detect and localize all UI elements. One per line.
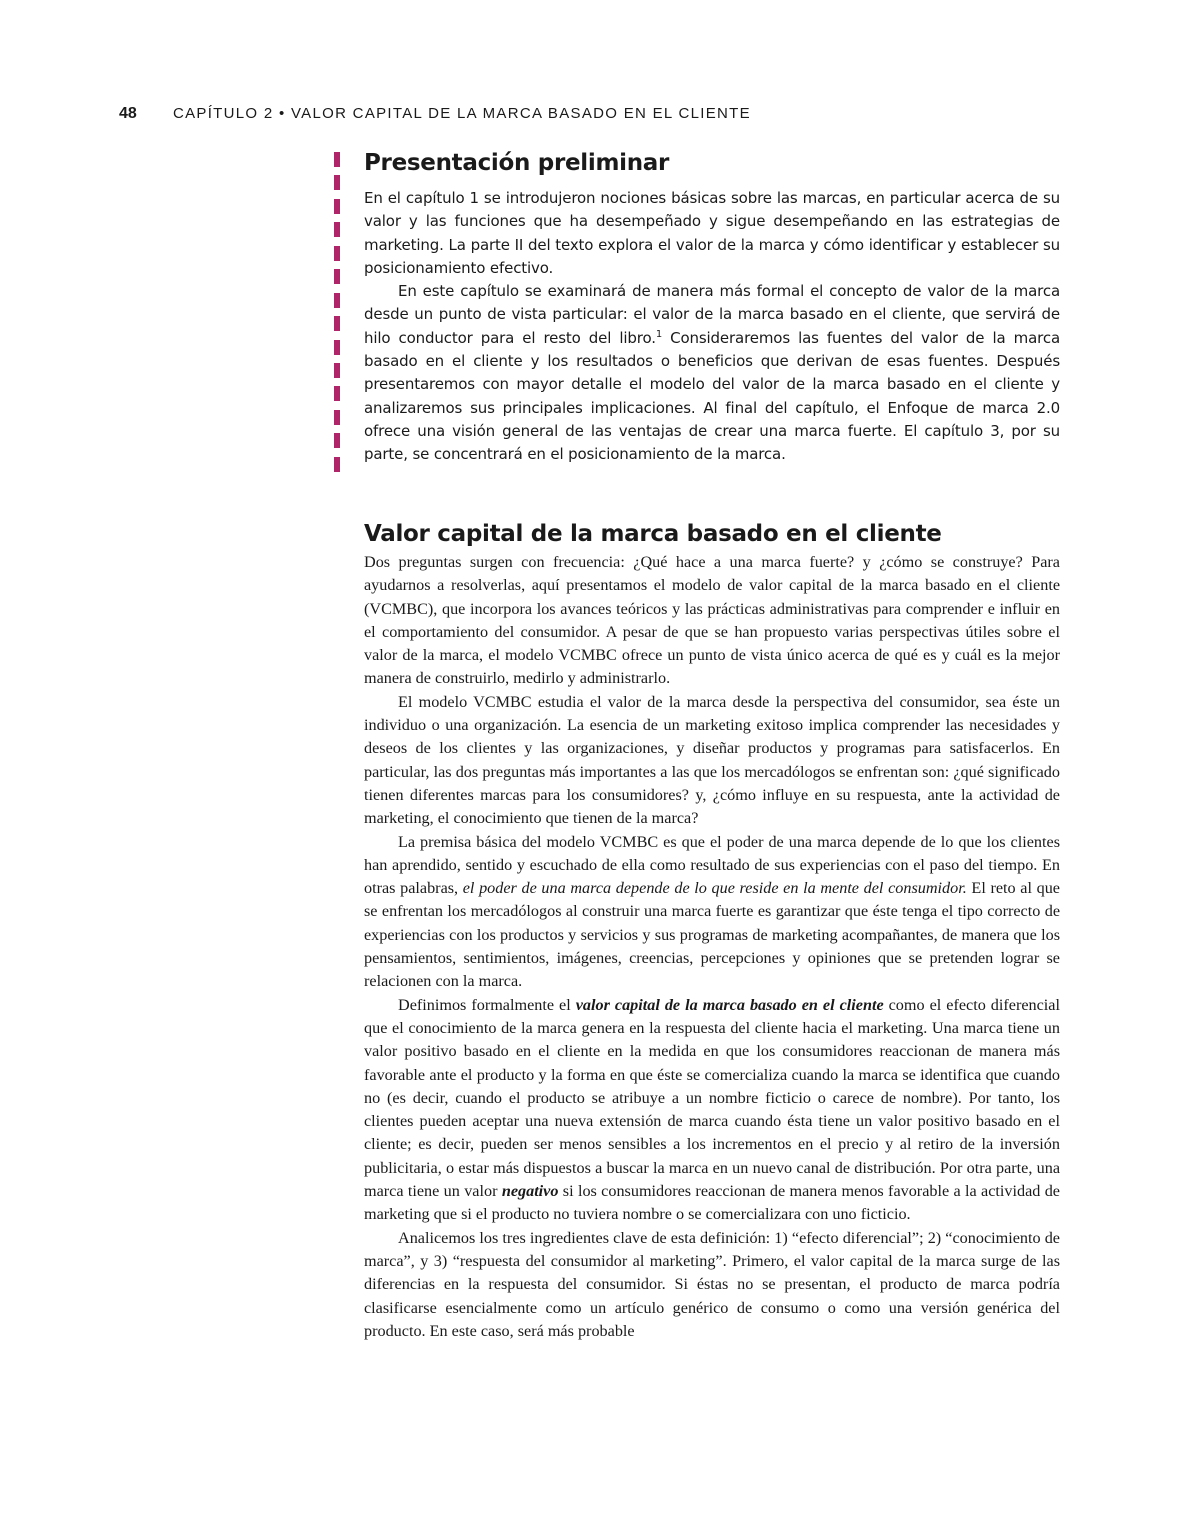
body-paragraph: Analicemos los tres ingredientes clave de esta definición: 1) “efecto diferencial”; 2) “conocimiento de marca”, y 3) “respuesta del consumidor al marketing”. Primero, el valor capital de la marca surge de las diferencias en la respuesta del consumidor. Si éstas no se presentan, el producto de marca podría clasificarse esencialmente como un artículo genérico de consumo o como una versión genérica del producto. En este caso, será más probable [364,1228,1060,1340]
page-number: 48 [119,105,137,122]
margin-bar [334,340,340,355]
body-text: si los consumidores reaccionan de manera menos favorable a la actividad de marketing que si el producto no tuviera nombre o se comercializara con uno ficticio. [364,1182,1060,1224]
body-paragraph: El modelo VCMBC estudia el valor de la marca desde la perspectiva del consumidor, sea éste un individuo o una organización. La esencia de un marketing exitoso implica comprender las necesidades y deseos de los clientes y las organizaciones, y diseñar productos y programas para satisfacerlos. En particular, las dos preguntas más importantes a las que los mercadólogos se enfrentan son: ¿qué significado tienen diferentes marcas para los consumidores? y, ¿cómo influye en su respuesta, ante la actividad de marketing, el conocimiento que tienen de la marca? [364,692,1060,828]
preview-margin-bars [334,152,341,480]
key-term: negativo [501,1182,559,1201]
preview-text: En este capítulo se examinará de manera más formal el concepto de valor de la marca desde un punto de vista particular: el valor de la marca basado en el cliente, que servirá de hilo conductor para el resto del libro. [364,282,1060,347]
margin-bar [334,246,340,261]
preview-text: Consideraremos las fuentes del valor de la marca basado en el cliente y los resultados o beneficios que derivan de esas fuentes. Después presentaremos con mayor detalle el modelo del valor de la marca basado en el cliente y analizaremos sus principales implicaciones. Al final del capítulo, el Enfoque de marca 2.0 ofrece una visión general de las ventajas de crear una marca fuerte. El capítulo 3, por su parte, se concentrará en el posicionamiento de la marca. [364,328,1060,464]
margin-bar [334,222,340,237]
body-text: La premisa básica del modelo VCMBC es que el poder de una marca depende de lo que los clientes han aprendido, sentido y escuchado de ella como resultado de sus experiencias con el paso del tiempo. En otras palabras, [364,832,1060,898]
margin-bar [334,316,340,331]
preview-title: Presentación preliminar [364,150,670,176]
margin-bar [334,199,340,214]
margin-bar [334,269,340,284]
body-paragraph [364,994,1060,1227]
preview-paragraph: En el capítulo 1 se introdujeron nociones básicas sobre las marcas, en particular acerca de su valor y las funciones que ha desempeñado y sigue desempeñando en las estrategias de marketing. La parte II del texto explora el valor de la marca y cómo identificar y establecer su posicionamiento efectivo. [364,189,1060,277]
margin-bar [334,152,340,167]
running-header [119,105,751,123]
emphasis-text: el poder de una marca depende de lo que reside en la mente del consumidor. [462,879,967,898]
preview-paragraph [364,280,1060,466]
margin-bar [334,457,340,472]
footnote-marker: 1 [655,328,663,340]
chapter-preview [364,150,1060,467]
body-text: Definimos formalmente el [398,995,576,1014]
body-text: El reto al que se enfrentan los mercadólogos al construir una marca fuerte es garantizar que éste tenga el tipo correcto de experiencias con los productos y servicios y sus programas de marketing acompañantes, de manera que los pensamientos, sentimientos, imágenes, creencias, percepciones y opiniones que se pretenden lograr se relacionen con la marca. [364,879,1060,991]
margin-bar [334,410,340,425]
body-paragraph [364,831,1060,994]
body-paragraph: Dos preguntas surgen con frecuencia: ¿Qué hace a una marca fuerte? y ¿cómo se construye? Para ayudarnos a resolverlas, aquí presentamos el modelo de valor capital de la marca basado en el cliente (VCMBC), que incorpora los avances teóricos y las prácticas administrativas para comprender e influir en el comportamiento del consumidor. A pesar de que se han propuesto varias perspectivas útiles sobre el valor de la marca, el modelo VCMBC ofrece un punto de vista único acerca de qué es y cuál es la mejor manera de construirlo, medirlo y administrarlo. [364,553,1060,688]
margin-bar [334,293,340,308]
margin-bar [334,363,340,378]
margin-bar [334,175,340,190]
key-term: valor capital de la marca basado en el cliente [575,995,884,1014]
margin-bar [334,386,340,401]
margin-bar [334,433,340,448]
body-text: como el efecto diferencial que el conocimiento de la marca genera en la respuesta del cliente hacia el marketing. Una marca tiene un valor positivo basado en el cliente en la medida en que los consumidores reaccionan de manera más favorable ante el producto y la forma en que éste se comercializa cuando la marca se identifica que cuando no (es decir, cuando el producto se atribuye a un nombre ficticio o carece de nombre). Por tanto, los clientes pueden aceptar una nueva extensión de marca cuando ésta tiene un valor positivo basado en el cliente; es decir, pueden ser menos sensibles a los incrementos en el precio y al retiro de la inversión publicitaria, o estar más dispuestos a buscar la marca en un nuevo canal de distribución. Por otra parte, una marca tiene un valor [364,995,1060,1201]
running-head: CAPÍTULO 2 • VALOR CAPITAL DE LA MARCA BASADO EN EL CLIENTE [172,105,751,122]
section-title: Valor capital de la marca basado en el cliente [364,521,942,547]
main-section [364,521,1060,1343]
